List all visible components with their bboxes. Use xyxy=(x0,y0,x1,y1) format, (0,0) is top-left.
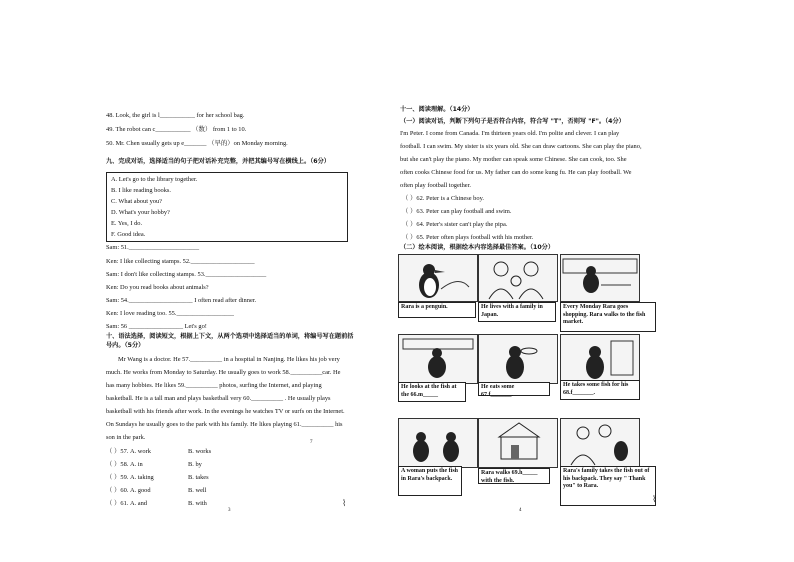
binding-mark: ⌇ xyxy=(342,498,347,508)
choice-row-60 xyxy=(106,487,207,495)
choice-a: （ ）59. A. taking xyxy=(106,474,154,481)
penguin-carrying-fish-image xyxy=(560,334,640,384)
choice-row-57 xyxy=(106,448,212,456)
choice-a: （ ）60. A. good xyxy=(106,487,151,494)
section-10-title: 十、语法选择，阅读短文，根据上下文，从两个选项中选择适当的单词，将编号写在题前括号内。（5分） xyxy=(106,333,354,349)
dialog-line: Sam: 51.______________________ xyxy=(106,244,200,251)
choice-b: B. works xyxy=(188,448,212,455)
caption-1: Rara is a penguin. xyxy=(398,302,476,318)
caption-2: He lives with a family in Japan. xyxy=(478,302,556,322)
passage-line: much. He works from Monday to Saturday. He usually goes to work 58.__________car. He xyxy=(106,369,341,376)
section-9-title: 九、完成对话，选择适当的句子把对话补充完整，并把其编号写在横线上。（6分） xyxy=(106,158,330,165)
passage-line: basketball. He is a tall man and plays basketball very 60.__________ . He usually plays xyxy=(106,395,331,402)
choice-b: B. well xyxy=(188,487,207,494)
option-a: A. Let's go to the library together. xyxy=(111,176,198,183)
choice-row-58 xyxy=(106,461,202,469)
family-image xyxy=(478,254,558,302)
option-f: F. Good idea. xyxy=(111,231,146,238)
option-e: E. Yes, I do. xyxy=(111,220,143,227)
options-box xyxy=(106,172,348,242)
passage-line: On Sundays he usually goes to the park with his family. He likes playing 61.__________ his xyxy=(106,421,343,428)
passage-line: often cooks Chinese food for us. My father can do some kung fu. He can play football. We xyxy=(400,169,632,176)
penguin-walking-home-image xyxy=(478,418,558,468)
option-c: C. What about you? xyxy=(111,198,162,205)
woman-and-penguin-image xyxy=(398,418,478,468)
stray-mark: 7 xyxy=(310,440,313,445)
passage-line: Mr Wang is a doctor. He 57.__________ in a hospital in Nanjing. He likes his job very xyxy=(118,356,340,363)
choice-row-59 xyxy=(106,474,209,482)
caption-8: Rara walks 69.h_____ with the fish. xyxy=(478,468,550,484)
question-49: 49. The robot can c___________ （数） from 1 to 10. xyxy=(106,126,247,133)
penguin-shopping-image xyxy=(560,254,640,302)
caption-5: He eats some 67.f_______. xyxy=(478,382,550,396)
question-50: 50. Mr. Chen usually gets up e_______ （早的）on Monday morning. xyxy=(106,140,288,147)
page-number: 4 xyxy=(519,508,522,513)
penguin-eating-image xyxy=(478,334,558,384)
passage-line: football. I can swim. My sister is six years old. She can draw cartoons. She can play the piano, xyxy=(400,143,642,150)
tf-item: （ ）64. Peter's sister can't play the pipa. xyxy=(402,221,508,228)
dialog-line: Sam: I don't like collecting stamps. 53.___________________ xyxy=(106,271,267,278)
dialog-line: Ken: I like collecting stamps. 52.____________________ xyxy=(106,258,255,265)
passage-line: often play football together. xyxy=(400,182,471,189)
fish-market-image xyxy=(398,334,478,384)
caption-9: Rara's family takes the fish out of his backpack. They say " Thank you" to Rara. xyxy=(560,466,656,506)
choice-b: B. takes xyxy=(188,474,209,481)
subsection-1-title: （一）阅读对话，判断下列句子是否符合内容，符合写 "T"，否则写 "F"。（4分） xyxy=(400,118,625,125)
dialog-line: Ken: I love reading too. 55.__________________ xyxy=(106,310,234,317)
passage-line: I'm Peter. I come from Canada. I'm thirteen years old. I'm polite and clever. I can play xyxy=(400,130,620,137)
dialog-line: Sam: 54.____________________ I often read after dinner. xyxy=(106,297,257,304)
choice-a: （ ）57. A. work xyxy=(106,448,151,455)
tf-item: （ ）62. Peter is a Chinese boy. xyxy=(402,195,484,202)
section-11-title: 十一、阅读理解。（14分） xyxy=(400,106,474,113)
penguin-image xyxy=(398,254,478,302)
choice-b: B. by xyxy=(188,461,202,468)
family-welcome-image xyxy=(560,418,640,468)
page-number: 3 xyxy=(228,508,231,513)
caption-7: A woman puts the fish in Rara's backpack. xyxy=(398,466,462,496)
tf-item: （ ）63. Peter can play football and swim. xyxy=(402,208,512,215)
passage-line: but she can't play the piano. My mother can speak some Chinese. She can cook, too. She xyxy=(400,156,627,163)
choice-a: （ ）58. A. in xyxy=(106,461,143,468)
tf-item: （ ）65. Peter often plays football with his mother. xyxy=(402,234,534,241)
caption-6: He takes some fish for his 68.f_______. xyxy=(560,380,640,400)
binding-mark: ⌇ xyxy=(652,494,657,504)
caption-3: Every Monday Rara goes shopping. Rara walks to the fish market. xyxy=(560,302,656,332)
choice-row-61 xyxy=(106,500,207,508)
dialog-line: Ken: Do you read books about animals? xyxy=(106,284,209,291)
dialog-line: Sam: 56 _________________ Let's go! xyxy=(106,323,207,330)
choice-b: B. with xyxy=(188,500,207,507)
question-48: 48. Look, the girl is l___________ for her school bag. xyxy=(106,112,245,119)
option-b: B. I like reading books. xyxy=(111,187,171,194)
subsection-2-title: （二）绘本阅读，根据绘本内容选择最佳答案。（10分） xyxy=(400,244,555,251)
choice-a: （ ）61. A. and xyxy=(106,500,148,507)
option-d: D. What's your hobby? xyxy=(111,209,170,216)
caption-4: He looks at the fish at the 66.m_____ xyxy=(398,382,466,402)
passage-line: has many hobbies. He likes 59.__________ photos, surfing the Internet, and playing xyxy=(106,382,322,389)
passage-line: basketball with his friends after work. In the evenings he watches TV or surfs on the Internet. xyxy=(106,408,345,415)
passage-line: son in the park. xyxy=(106,434,146,441)
